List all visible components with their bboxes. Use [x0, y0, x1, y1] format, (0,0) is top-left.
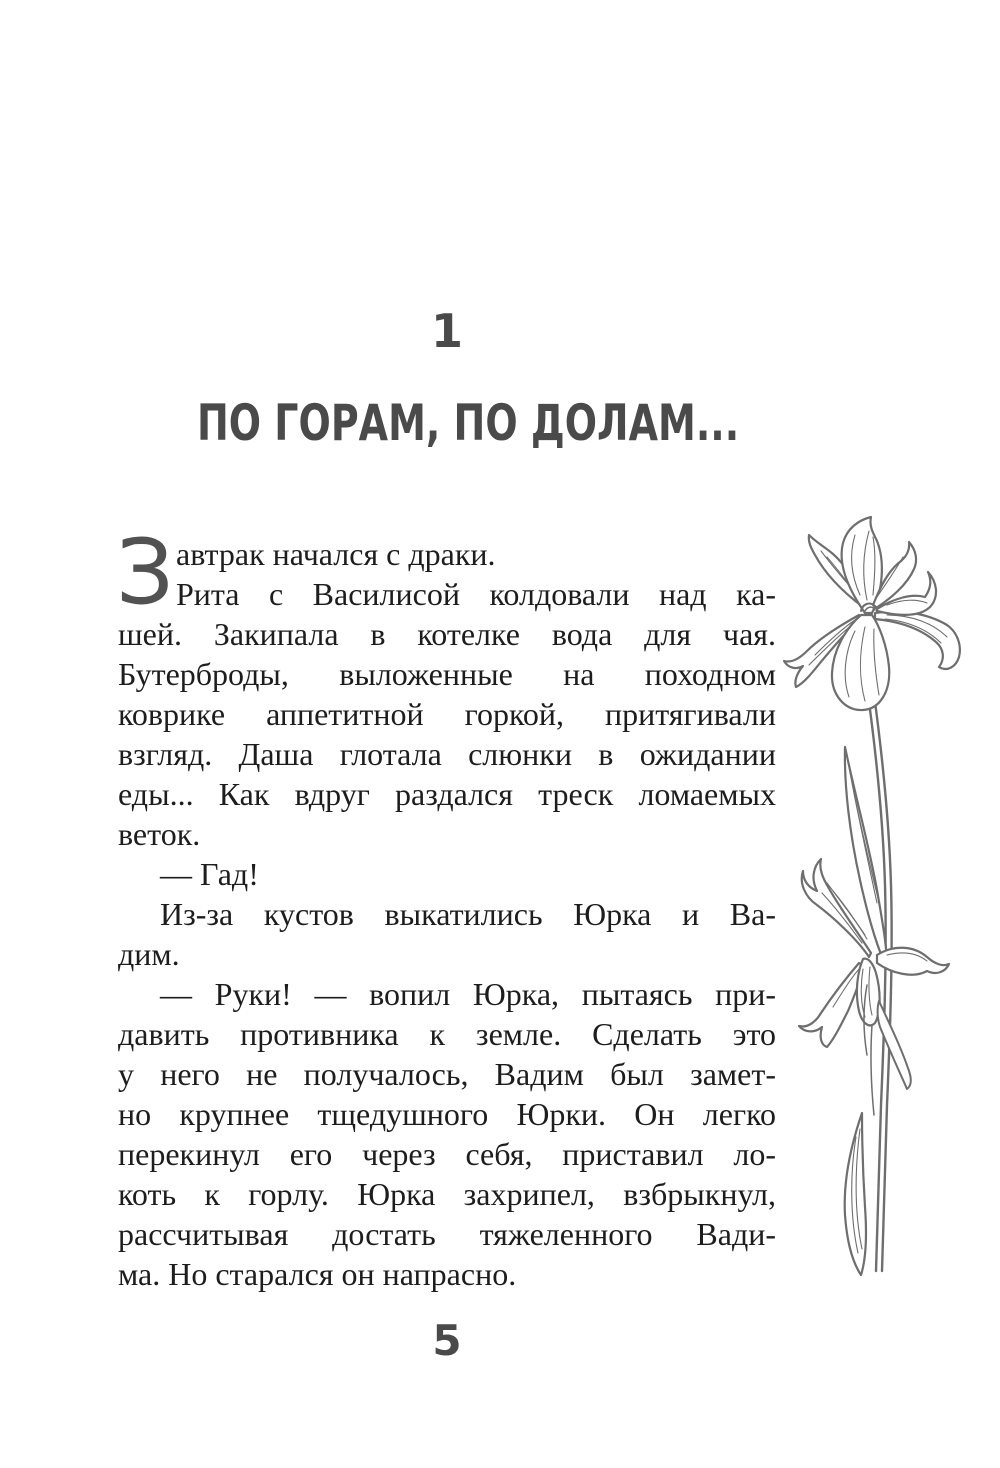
text-line: шей. Закипала в котелке вода для чая. — [118, 616, 776, 652]
text-line: но крупнее тщедушного Юрки. Он легко — [118, 1096, 776, 1132]
text-line: давить противника к земле. Сделать это — [118, 1016, 776, 1052]
text-line: еды... Как вдруг раздался треск ломаемых — [118, 776, 776, 812]
text-line: у него не получалось, Вадим был замет- — [118, 1056, 776, 1092]
text-line: Из-за кустов выкатились Юрка и Ва- — [160, 896, 776, 932]
text-line: дим. — [118, 936, 180, 972]
text-line: коть к горлу. Юрка захрипел, взбрыкнул, — [118, 1176, 776, 1212]
text-line: Рита с Василисой колдовали над ка- — [176, 576, 776, 612]
text-line: рассчитывая достать тяжеленного Вади- — [118, 1216, 776, 1252]
text-line: коврике аппетитной горкой, притягивали — [118, 696, 776, 732]
chapter-title: ПО ГОРАМ, ПО ДОЛАМ... — [196, 394, 740, 452]
text-line: взгляд. Даша глотала слюнки в ожидании — [118, 736, 776, 772]
text-line: перекинул его через себя, приставил ло- — [118, 1136, 776, 1172]
drop-cap: З — [116, 520, 174, 625]
text-line: Бутерброды, выложенные на походном — [118, 656, 776, 692]
text-line: автрак начался с драки. — [176, 536, 496, 572]
text-line: — Руки! — вопил Юрка, пытаясь при- — [160, 976, 776, 1012]
text-line: веток. — [118, 816, 201, 852]
iris-flower-icon — [775, 515, 1000, 1280]
text-line: — Гад! — [160, 856, 259, 892]
body-text — [116, 520, 776, 1294]
chapter-number: 1 — [430, 304, 463, 358]
page-number: 5 — [432, 1316, 462, 1365]
text-line: ма. Но старался он напрасно. — [118, 1256, 517, 1292]
